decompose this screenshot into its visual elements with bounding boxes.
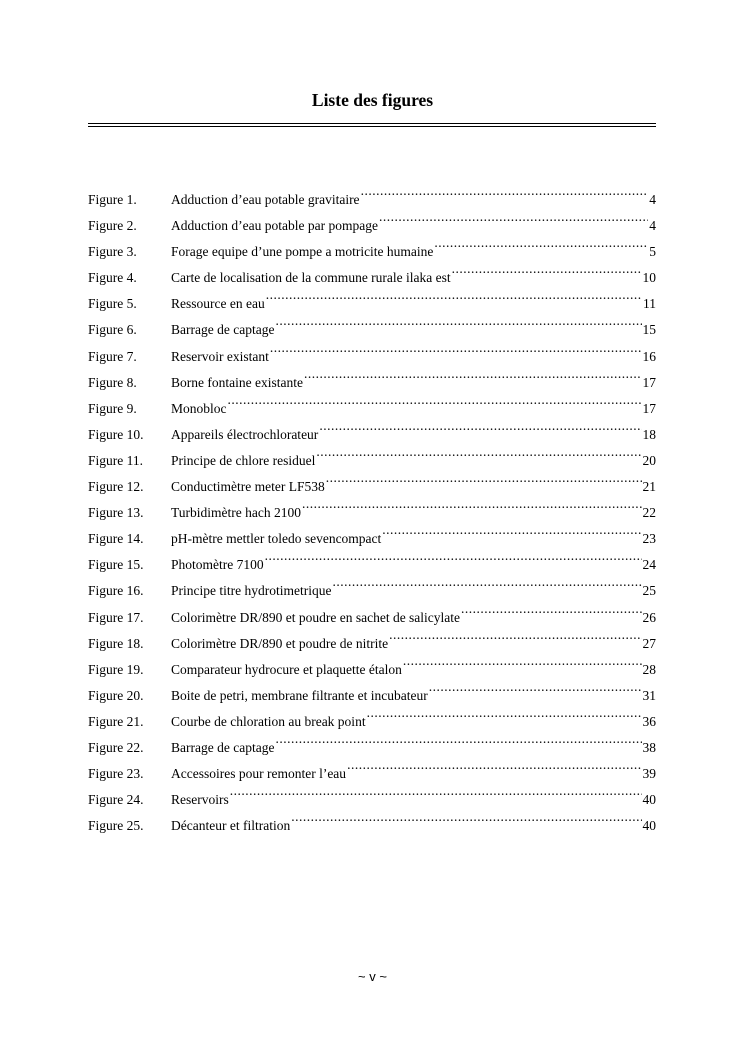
figure-page: 17	[642, 374, 656, 390]
figure-number: Figure 2.	[88, 218, 137, 234]
figure-page: 23	[642, 531, 656, 547]
dot-leader	[361, 178, 649, 204]
figure-title: Courbe de chloration au break point	[171, 713, 366, 729]
figure-title: Appareils électrochlorateur	[171, 426, 319, 442]
figure-number: Figure 23.	[88, 766, 144, 782]
dot-leader	[230, 778, 642, 804]
figure-number: Figure 4.	[88, 270, 137, 286]
figure-page: 4	[649, 192, 656, 207]
figure-title: Conductimètre meter LF538	[171, 479, 325, 495]
figure-page: 16	[642, 348, 656, 364]
dot-leader	[367, 700, 642, 726]
title-double-rule	[88, 123, 656, 127]
dot-leader	[304, 361, 642, 387]
figure-page: 15	[642, 322, 656, 338]
figure-page: 25	[642, 583, 656, 599]
dot-leader	[319, 413, 641, 439]
dot-leader	[266, 282, 642, 308]
figure-title: Comparateur hydrocure et plaquette étalon	[171, 661, 402, 677]
figure-number: Figure 15.	[88, 557, 144, 573]
figure-page: 28	[642, 661, 656, 677]
figure-title: Photomètre 7100	[171, 557, 264, 573]
figure-number: Figure 11.	[88, 452, 143, 468]
dot-leader	[429, 674, 642, 700]
figure-page: 36	[642, 713, 656, 729]
figure-number: Figure 12.	[88, 479, 144, 495]
dot-leader	[389, 622, 641, 648]
dot-leader	[316, 439, 641, 465]
figure-page: 10	[642, 270, 656, 286]
figure-number: Figure 19.	[88, 661, 144, 677]
figure-number: Figure 3.	[88, 244, 137, 260]
figure-title: Ressource en eau	[171, 296, 265, 312]
dot-leader	[461, 596, 641, 622]
dot-leader	[332, 569, 641, 595]
figure-number: Figure 6.	[88, 322, 137, 338]
figure-number: Figure 9.	[88, 400, 137, 416]
figure-page: 24	[642, 557, 656, 573]
figure-page: 11	[643, 296, 656, 312]
dot-leader	[403, 648, 642, 674]
figure-number: Figure 20.	[88, 687, 144, 703]
dot-leader	[382, 517, 641, 543]
figure-number: Figure 5.	[88, 296, 137, 312]
figure-entry[interactable]	[88, 178, 656, 207]
figure-page: 40	[642, 818, 656, 834]
figure-page: 5	[649, 244, 656, 260]
dot-leader	[228, 387, 642, 413]
dot-leader	[291, 804, 641, 830]
figure-page: 20	[642, 452, 656, 468]
page-title: Liste des figures	[311, 90, 434, 110]
figure-title: Principe titre hydrotimetrique	[171, 583, 332, 599]
figure-title: Barrage de captage	[171, 739, 275, 755]
figure-number: Figure 7.	[88, 348, 137, 364]
figure-title: Reservoir existant	[171, 348, 269, 364]
dot-leader	[347, 752, 641, 778]
figure-number: Figure 14.	[88, 531, 144, 547]
dot-leader	[434, 230, 648, 256]
dot-leader	[326, 465, 642, 491]
figure-number: Figure 10.	[88, 426, 144, 442]
dot-leader	[302, 491, 642, 517]
figure-title: Colorimètre DR/890 et poudre de nitrite	[171, 635, 389, 651]
figure-number: Figure 13.	[88, 505, 144, 521]
figure-title: Accessoires pour remonter l’eau	[171, 766, 347, 782]
figure-title: Adduction d’eau potable par pompage	[171, 218, 378, 234]
figure-title: Turbidimètre hach 2100	[171, 505, 301, 521]
figure-page: 4	[649, 218, 656, 234]
figure-title: Barrage de captage	[171, 322, 275, 338]
page-number: ~ v ~	[358, 969, 387, 984]
figure-page: 17	[642, 400, 656, 416]
figure-page: 39	[642, 766, 656, 782]
dot-leader	[265, 543, 642, 569]
figure-page: 31	[642, 687, 656, 703]
figure-page: 27	[642, 635, 656, 651]
figure-number: Figure 1.	[88, 192, 137, 207]
figure-title: Reservoirs	[171, 792, 229, 808]
figure-title: Adduction d’eau potable gravitaire	[171, 192, 360, 207]
dot-leader	[452, 256, 642, 282]
figure-title: Boite de petri, membrane filtrante et incubateur	[171, 687, 428, 703]
dot-leader	[275, 726, 641, 752]
figure-number: Figure 18.	[88, 635, 144, 651]
dot-leader	[379, 204, 648, 230]
figure-title: Colorimètre DR/890 et poudre en sachet de salicylate	[171, 609, 461, 625]
figure-list	[88, 178, 656, 834]
figure-number: Figure 17.	[88, 609, 144, 625]
figure-page: 38	[642, 739, 656, 755]
figure-title: pH-mètre mettler toledo sevencompact	[171, 531, 382, 547]
figure-page: 40	[642, 792, 656, 808]
figure-page: 21	[642, 479, 656, 495]
figure-title: Borne fontaine existante	[171, 374, 303, 390]
figure-title: Carte de localisation de la commune rurale ilaka est	[171, 270, 451, 286]
figure-number: Figure 21.	[88, 713, 144, 729]
dot-leader	[270, 335, 642, 361]
figure-page: 18	[642, 426, 656, 442]
figure-number: Figure 22.	[88, 739, 144, 755]
figure-title: Monobloc	[171, 400, 227, 416]
figure-number: Figure 16.	[88, 583, 144, 599]
dot-leader	[275, 308, 641, 334]
figure-number: Figure 8.	[88, 374, 137, 390]
figure-page: 22	[642, 505, 656, 521]
figure-number: Figure 24.	[88, 792, 144, 808]
figure-title: Principe de chlore residuel	[171, 452, 316, 468]
figure-title: Décanteur et filtration	[171, 818, 291, 834]
figure-number: Figure 25.	[88, 818, 144, 834]
figure-title: Forage equipe d’une pompe a motricite humaine	[171, 244, 434, 260]
figure-page: 26	[642, 609, 656, 625]
